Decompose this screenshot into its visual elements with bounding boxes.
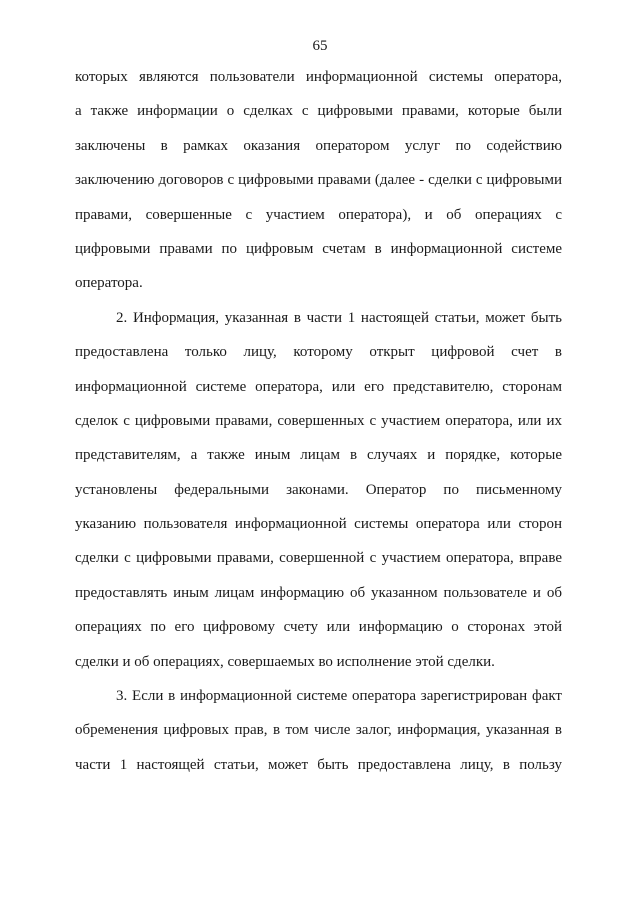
text-line: установлены федеральными законами. Оператор по письменному [75,481,562,498]
text-line: цифровыми правами по цифровым счетам в информационной системе [75,240,562,257]
text-line: операциях по его цифровому счету или информацию о сторонах этой [75,619,562,636]
text-line: части 1 настоящей статьи, может быть предоставлена лицу, в пользу [75,756,562,773]
text-line: сделки с цифровыми правами, совершенной с участием оператора, вправе [75,550,562,567]
text-line: оператора. [75,275,143,292]
text-line: указанию пользователя информационной системы оператора или сторон [75,516,562,533]
document-body [75,60,562,782]
text-line: правами, совершенные с участием оператора), и об операциях с [75,206,562,223]
text-line: предоставлять иным лицам информацию об указанном пользователе и об [75,584,562,601]
text-line: сделки и об операциях, совершаемых во исполнение этой сделки. [75,653,495,670]
text-line: 2. Информация, указанная в части 1 настоящей статьи, может быть [116,309,562,326]
text-line: 3. Если в информационной системе оператора зарегистрирован факт [116,688,562,705]
text-line: предоставлена только лицу, которому открыт цифровой счет в [75,344,562,361]
text-line: которых являются пользователи информационной системы оператора, [75,69,562,85]
text-line: а также информации о сделках с цифровыми правами, которые были [75,103,562,120]
text-line: сделок с цифровыми правами, совершенных с участием оператора, или их [75,412,562,429]
text-line: обременения цифровых прав, в том числе залог, информация, указанная в [75,722,562,739]
text-line: заключены в рамках оказания оператором услуг по содействию [75,137,562,154]
text-line: информационной системе оператора, или его представителю, сторонам [75,378,562,395]
page-number: 65 [312,38,328,54]
text-line: представителям, а также иным лицам в случаях и порядке, которые [75,447,562,464]
text-line: заключению договоров с цифровыми правами (далее - сделки с цифровыми [75,172,562,189]
